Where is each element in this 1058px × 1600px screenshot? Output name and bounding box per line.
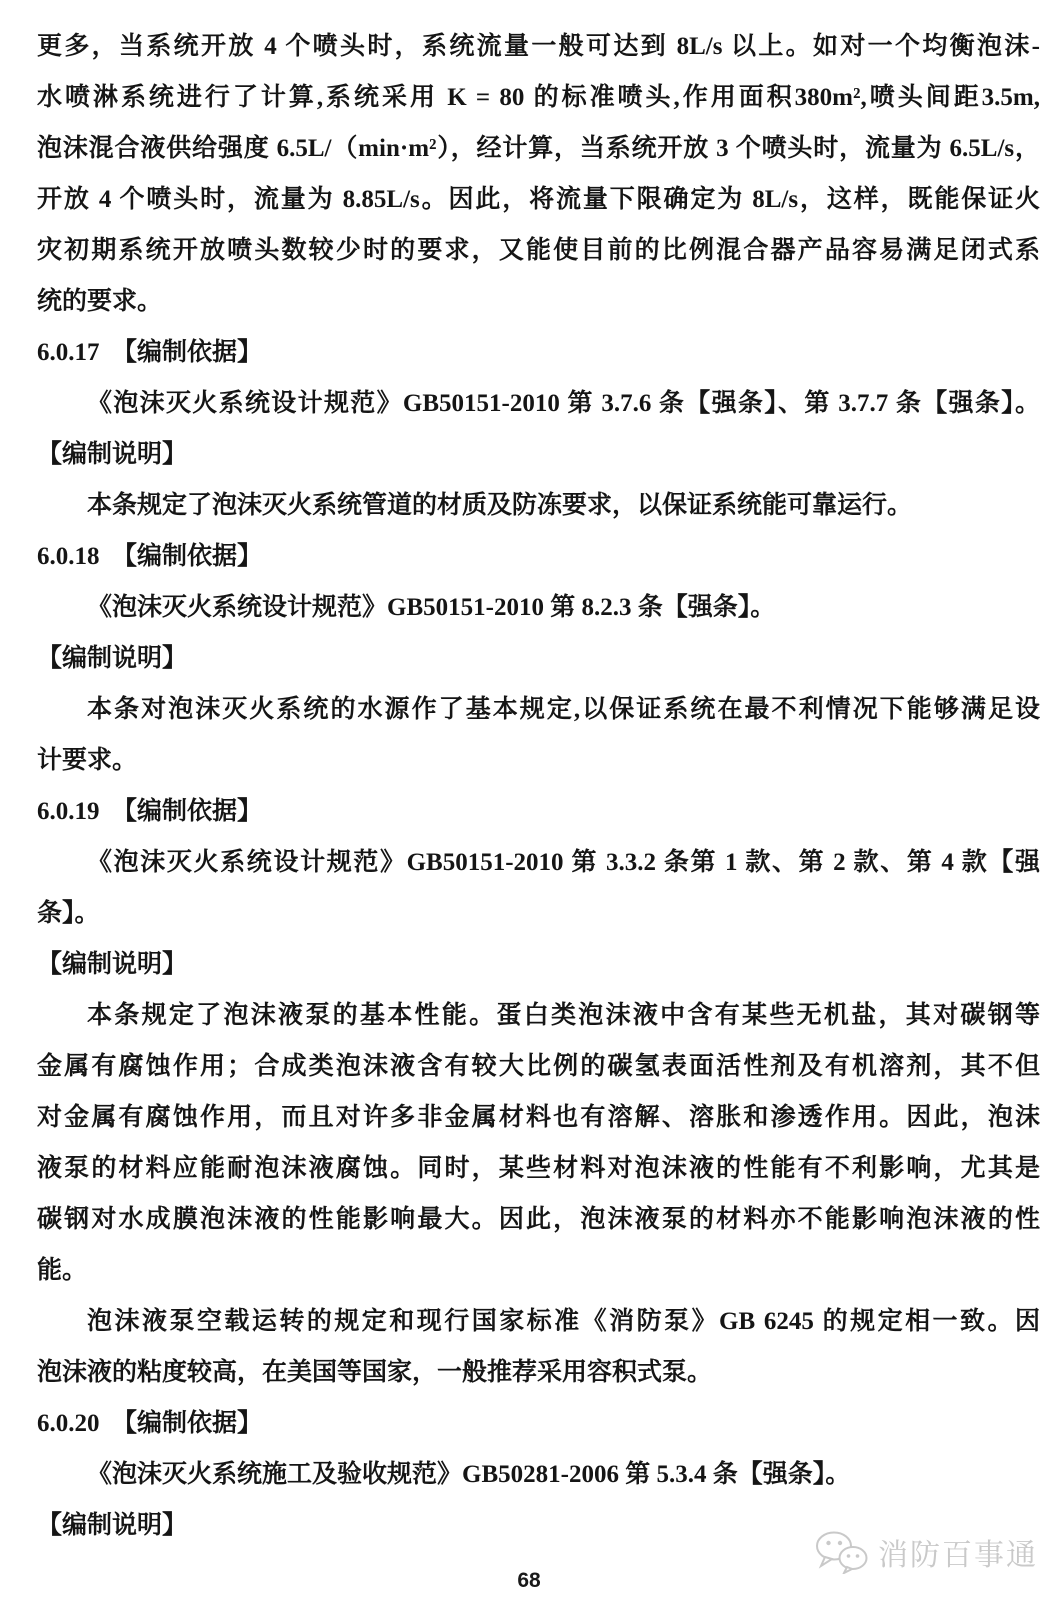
watermark — [814, 1530, 1038, 1574]
paragraph-line: 泡沫液的粘度较高，在美国等国家，一般推荐采用容积式泵。 — [37, 1359, 713, 1386]
paragraph-line: 金属有腐蚀作用；合成类泡沫液含有较大比例的碳氢表面活性剂及有机溶剂，其不但 — [37, 1053, 1040, 1080]
paragraph-line: 统的要求。 — [37, 288, 163, 315]
paragraph-line: 液泵的材料应能耐泡沫液腐蚀。同时，某些材料对泡沫液的性能有不利影响，尤其是 — [37, 1155, 1040, 1182]
paragraph-line: 水喷淋系统进行了计算,系统采用 K = 80 的标准喷头,作用面积380m²,喷头间距3.5m, — [37, 84, 1040, 111]
paragraph-line: 本条规定了泡沫液泵的基本性能。蛋白类泡沫液中含有某些无机盐，其对碳钢等 — [87, 1002, 1040, 1029]
label-compilation-note: 【编制说明】 — [37, 951, 188, 978]
paragraph-line: 灾初期系统开放喷头数较少时的要求，又能使目前的比例混合器产品容易满足闭式系 — [37, 237, 1040, 264]
reference-line: 《泡沫灭火系统设计规范》GB50151-2010 第 3.3.2 条第 1 款、第 2 款、第 4 款【强 — [87, 849, 1040, 876]
paragraph-line: 对金属有腐蚀作用，而且对许多非金属材料也有溶解、溶胀和渗透作用。因此，泡沫 — [37, 1104, 1040, 1131]
paragraph-line: 能。 — [37, 1257, 88, 1284]
label-compilation-note: 【编制说明】 — [37, 1512, 188, 1539]
wechat-icon — [814, 1530, 870, 1574]
paragraph-line: 开放 4 个喷头时，流量为 8.85L/s。因此，将流量下限确定为 8L/s，这样，既能保证火 — [37, 186, 1040, 213]
paragraph-line: 更多，当系统开放 4 个喷头时，系统流量一般可达到 8L/s 以上。如对一个均衡泡沫- — [37, 33, 1040, 60]
paragraph-line: 条】。 — [37, 900, 100, 927]
paragraph-line: 泡沫液泵空载运转的规定和现行国家标准《消防泵》GB 6245 的规定相一致。因 — [87, 1308, 1040, 1335]
label-compilation-note: 【编制说明】 — [37, 645, 188, 672]
reference-line: 《泡沫灭火系统施工及验收规范》GB50281-2006 第 5.3.4 条【强条】。 — [87, 1461, 851, 1488]
reference-line: 《泡沫灭火系统设计规范》GB50151-2010 第 8.2.3 条【强条】。 — [87, 594, 776, 621]
paragraph-line: 本条对泡沫灭火系统的水源作了基本规定,以保证系统在最不利情况下能够满足设 — [87, 696, 1040, 723]
clause-heading-6-0-18: 6.0.18 【编制依据】 — [37, 543, 263, 570]
paragraph-line: 碳钢对水成膜泡沫液的性能影响最大。因此，泡沫液泵的材料亦不能影响泡沫液的性 — [37, 1206, 1040, 1233]
watermark-text: 消防百事通 — [878, 1539, 1038, 1572]
label-compilation-note: 【编制说明】 — [37, 441, 188, 468]
clause-heading-6-0-20: 6.0.20 【编制依据】 — [37, 1410, 263, 1437]
reference-line: 《泡沫灭火系统设计规范》GB50151-2010 第 3.7.6 条【强条】、第 3.7.7 条【强条】。 — [87, 390, 1040, 417]
clause-heading-6-0-17: 6.0.17 【编制依据】 — [37, 339, 263, 366]
page-number: 68 — [517, 1569, 541, 1592]
paragraph-line: 计要求。 — [37, 747, 138, 774]
paragraph-line: 泡沫混合液供给强度 6.5L/（min·m²），经计算，当系统开放 3 个喷头时，流量为 6.5L/s， — [37, 135, 1040, 162]
paragraph-line: 本条规定了泡沫灭火系统管道的材质及防冻要求，以保证系统能可靠运行。 — [87, 492, 913, 519]
clause-heading-6-0-19: 6.0.19 【编制依据】 — [37, 798, 263, 825]
